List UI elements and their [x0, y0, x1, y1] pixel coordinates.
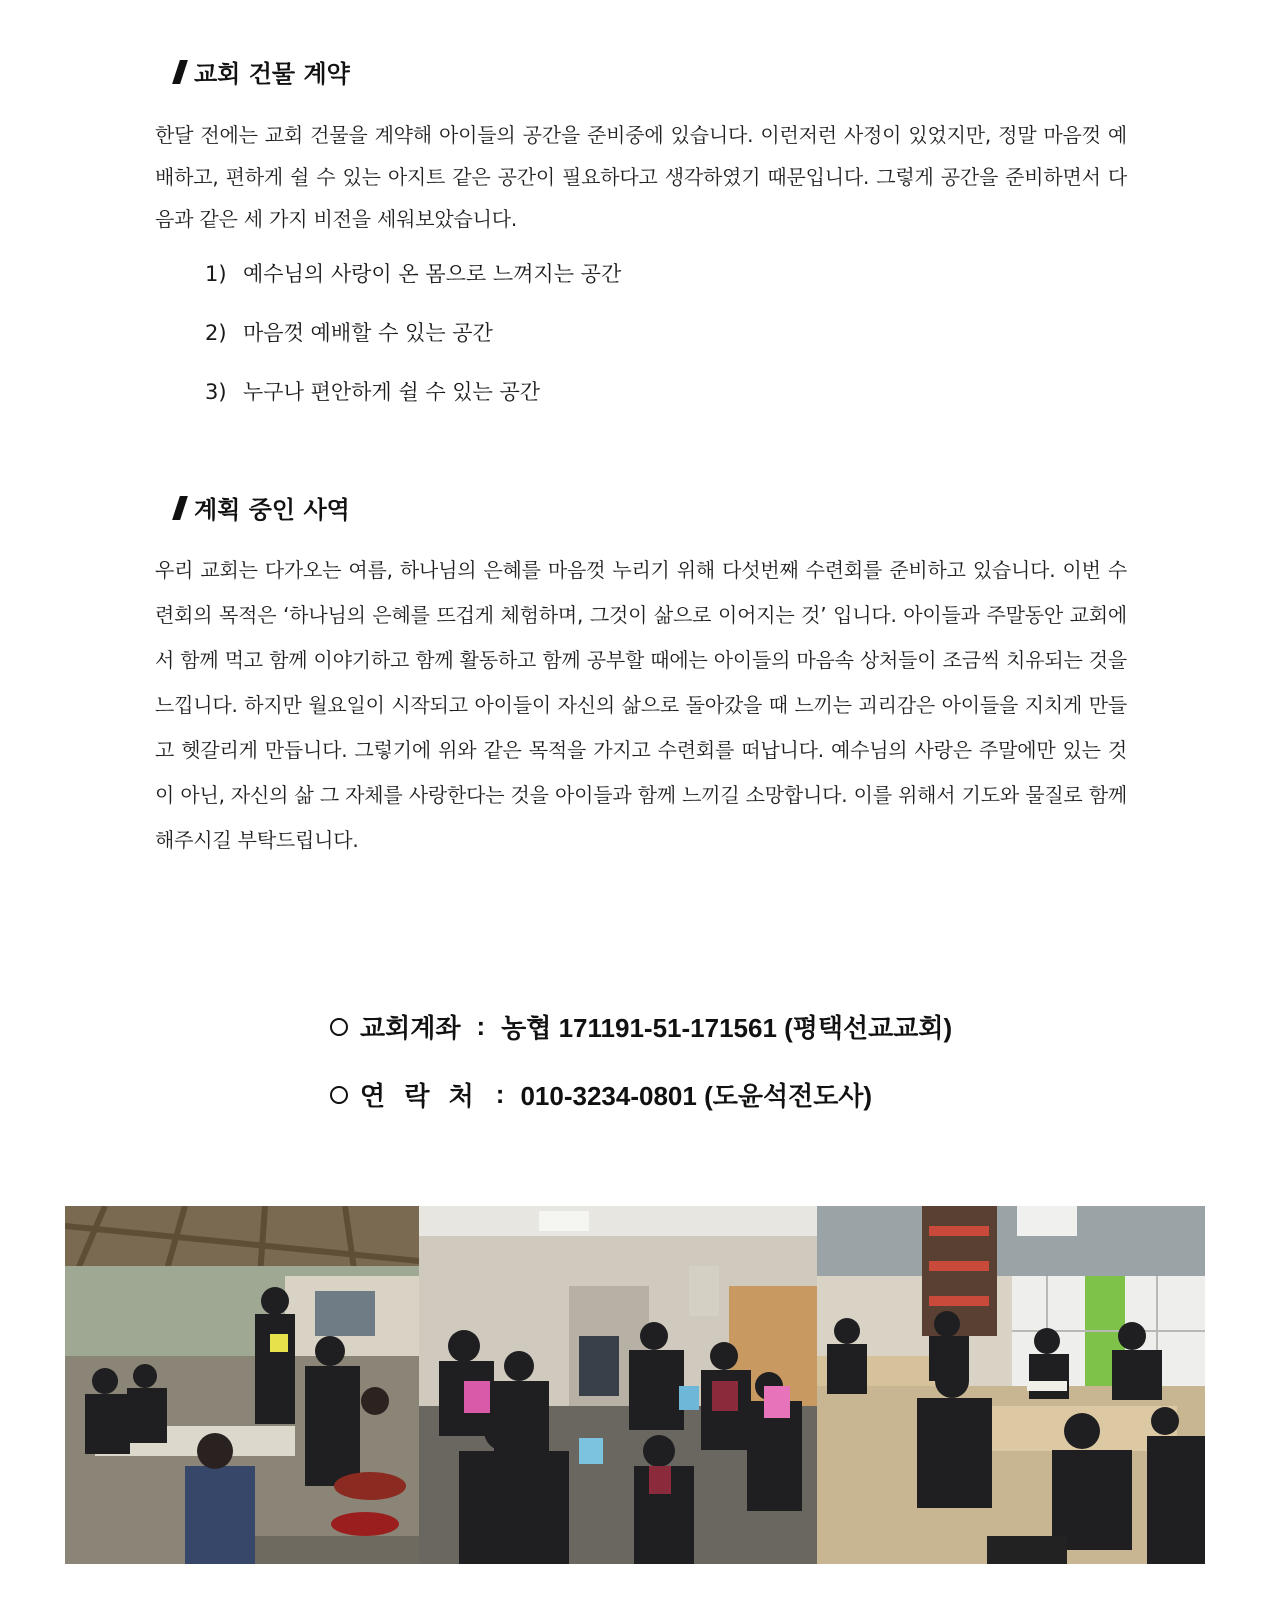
section-title: 교회 건물 계약	[194, 60, 350, 88]
vision-text: 마음껏 예배할 수 있는 공간	[243, 321, 493, 345]
planned-ministry-paragraph: 우리 교회는 다가오는 여름, 하나님의 은혜를 마음껏 누리기 위해 다섯번째 수련회를 준비하고 있습니다. 이번 수련회의 목적은 ‘하나님의 은혜를 뜨겁게 체험하며, 그것이 삶으로 이어지는 것’ 입니다. 아이들과 주말동안 교회에서 함께 먹고 함께 이야기하고 함께 활동하고 함께 공부할 때에는 아이들의 마음속 상처들이 조금씩 치유되는 것을 느낍니다. 하지만 월요일이 시작되고 아이들이 자신의 삶으로 돌아갔을 때 느끼는 괴리감은 아이들을 지치게 만들고 헷갈리게 만듭니다. 그렇기에 위와 같은 목적을 가지고 수련회를 떠납니다. 예수님의 사랑은 주말에만 있는 것이 아닌, 자신의 삶 그 자체를 사랑한다는 것을 아이들과 함께 느끼길 소망합니다. 이를 위해서 기도와 물질로 함께 해주시길 부탁드립니다.	[155, 558, 1127, 852]
separator: :	[495, 1079, 505, 1109]
slash-icon	[172, 496, 188, 520]
vision-number: 2)	[205, 321, 227, 345]
indoor-bible-photo	[419, 1206, 817, 1564]
church-building-paragraph: 한달 전에는 교회 건물을 계약해 아이들의 공간을 준비중에 있습니다. 이런저런 사정이 있었지만, 정말 마음껏 예배하고, 편하게 쉴 수 있는 아지트 같은 공간이 필요하다고 생각하였기 때문입니다. 그렇게 공간을 준비하면서 다음과 같은 세 가지 비전을 세워보았습니다.	[155, 123, 1127, 231]
account-value: 농협 171191-51-171561 (평택선교교회)	[501, 1013, 953, 1043]
vision-number: 3)	[205, 380, 227, 404]
classroom-meal-photo	[817, 1206, 1205, 1564]
account-info	[330, 1008, 952, 1045]
outdoor-meal-photo	[65, 1206, 419, 1564]
vision-item-1	[205, 258, 621, 288]
account-label: 교회계좌	[360, 1013, 461, 1043]
phone-label: 연 락 처	[360, 1081, 480, 1111]
vision-number: 1)	[205, 262, 227, 286]
photo-strip	[65, 1206, 1205, 1564]
vision-item-3	[205, 376, 540, 406]
phone-value: 010-3234-0801 (도윤석전도사)	[520, 1081, 873, 1111]
phone-info	[330, 1076, 872, 1113]
separator: :	[476, 1011, 486, 1041]
vision-text: 누구나 편안하게 쉴 수 있는 공간	[243, 380, 541, 404]
circle-bullet-icon	[330, 1018, 348, 1036]
slash-icon	[172, 60, 188, 84]
circle-bullet-icon	[330, 1086, 348, 1104]
vision-item-2	[205, 317, 493, 347]
section-heading-church-building	[176, 54, 350, 89]
vision-text: 예수님의 사랑이 온 몸으로 느껴지는 공간	[243, 262, 622, 286]
section-title: 계획 중인 사역	[194, 496, 350, 524]
section-heading-planned-ministry	[176, 490, 350, 525]
